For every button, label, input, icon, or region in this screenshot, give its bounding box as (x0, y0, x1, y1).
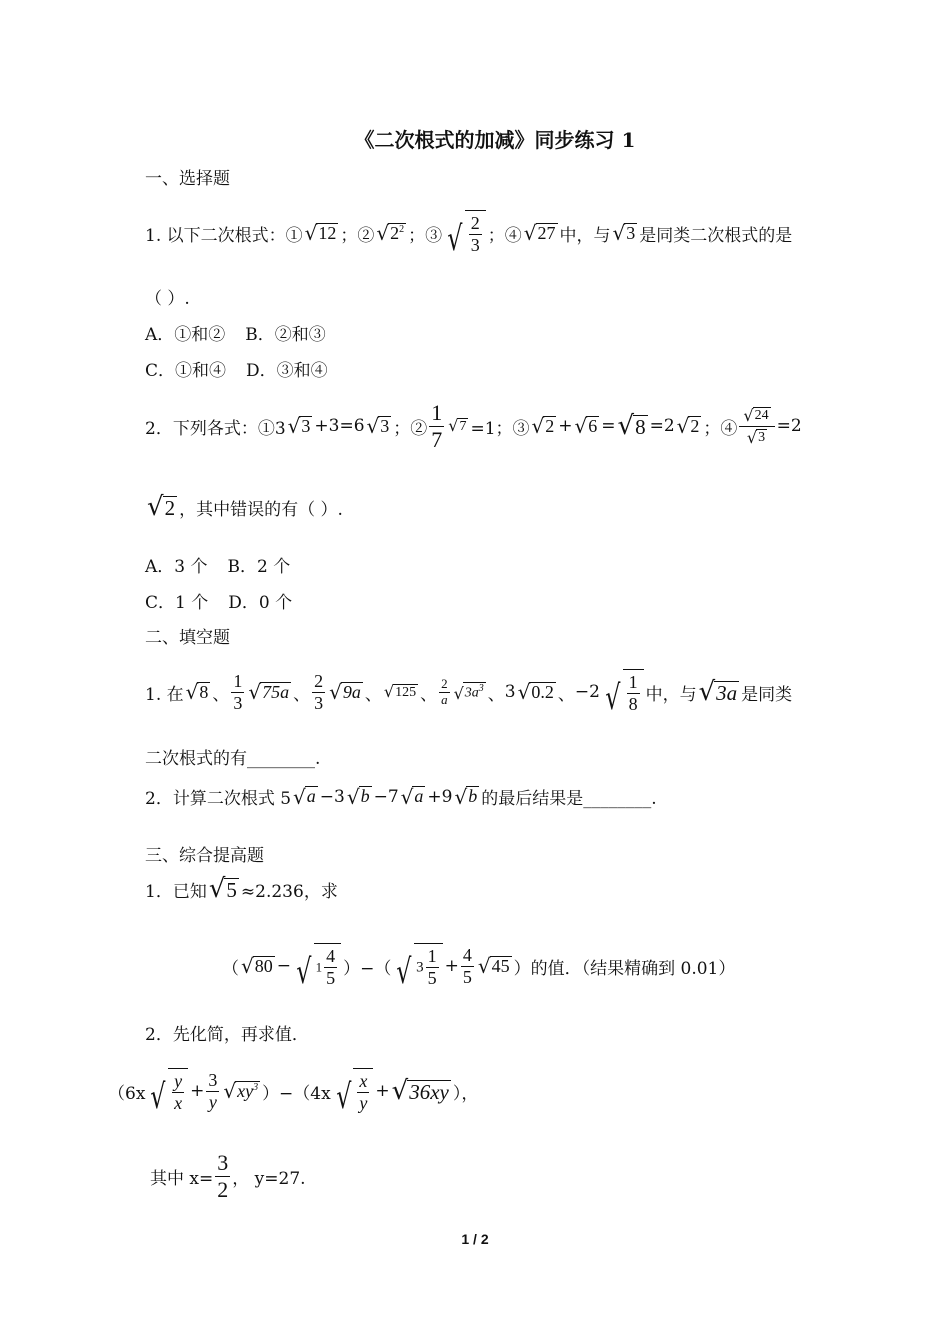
radical: √ 2 (676, 414, 700, 439)
radical: √ 3a (698, 677, 738, 707)
comprehensive-question-2-title: 2．先化简，再求值． (145, 1025, 309, 1045)
option-c: C．①和④ (145, 361, 227, 381)
fraction: $\frac{3}{y}$ (208, 1069, 218, 1112)
radical: √ 3 (612, 221, 636, 246)
radical: √ 36xy (391, 1076, 449, 1106)
fraction: $\frac{1}{7}$ (431, 400, 443, 452)
fraction: $\frac{2}{a}$ (441, 675, 448, 707)
section-heading-choice: 一、选择题 (145, 169, 230, 189)
radical: √ 80 (241, 954, 273, 979)
fraction-radicals: √ 24 √ 3 (739, 405, 774, 447)
radical: √ 8 (617, 411, 646, 441)
fraction: $\frac{3}{2}$ (217, 1150, 229, 1202)
radical: √ 3 (366, 414, 390, 439)
option-b: B．②和③ (245, 325, 326, 345)
radical: √ 3 (287, 414, 311, 439)
radical: √ $3a^3$ (453, 683, 484, 703)
radical: √ b (346, 784, 370, 809)
radical-mixed-number: √ 3 $\frac{1}{5}$ (393, 943, 442, 988)
radical: √ 75a (248, 680, 290, 705)
option-b: B．2 个 (227, 557, 291, 577)
option-d: D．0 个 (228, 593, 293, 613)
question-1-options-cd (145, 356, 328, 381)
given-values: 其中 x= $\frac{3}{2}$ ， y=27. (150, 1150, 306, 1202)
option-c: C．1 个 (145, 593, 209, 613)
radical-fraction: √ $\frac{x}{y}$ (333, 1068, 374, 1113)
page-title: 《二次根式的加减》同步练习 1 (354, 128, 636, 152)
fill-question-2: 2．计算二次根式 5 √ a −3 √ b −7 √ a +9 √ b 的最后结果是________. (145, 784, 657, 809)
question-2-options-ab (145, 552, 290, 577)
question-1: 1. 以下二次根式：① √ 12 ；② √ $2^2$ ；③ √ $\frac{2}{3}$ ；④ √ 27 中，与 √ 3 是同类二次根式的是 (145, 206, 792, 260)
radical: √ 27 (523, 221, 556, 246)
radical: √ 7 (448, 416, 467, 436)
radical: √ 2 (147, 492, 176, 522)
radical: √ 45 (477, 954, 510, 979)
fraction: $\frac{2}{3}$ (314, 670, 324, 713)
fill-question-1-line2: 二次根式的有________. (145, 749, 321, 769)
radical-fraction: √ $\frac{2}{3}$ (444, 210, 486, 255)
fraction: $\frac{4}{5}$ (462, 944, 472, 987)
option-a: A．3 个 (145, 557, 208, 577)
page-number: 1 / 2 (461, 1231, 489, 1247)
radical-fraction: √ $\frac{y}{x}$ (147, 1068, 188, 1113)
radical: √ 5 (208, 874, 237, 904)
option-d: D．③和④ (246, 361, 328, 381)
radical: √ 9a (329, 680, 361, 705)
radical: √ 0.2 (517, 680, 554, 705)
comprehensive-question-1-expression: （ √ 80 − √ 1 $\frac{4}{5}$ ）−（ √ 3 $\frac{1}{5}$ + $\frac{4}{5}$ √ 45 ）的值．（结果精确到 0.01） (222, 944, 736, 992)
radical-mixed-number: √ 1 $\frac{4}{5}$ (293, 943, 341, 988)
radical: √ 125 (383, 682, 417, 702)
question-2: 2．下列各式：①3 √ 3 +3=6 √ 3 ；② $\frac{1}{7}$ √ 7 =1；③ √ 2 + √ 6 = √ 8 =2 √ 2 ；④ √ 24 √ 3 =2 (145, 400, 802, 452)
question-2-tail: √ 2 ，其中错误的有（ ）. (147, 492, 343, 522)
radical: √ 8 (185, 680, 209, 705)
question-1-paren: （ ）. (145, 289, 190, 309)
section-heading-comprehensive: 三、综合提高题 (145, 846, 264, 866)
radical: √ a (293, 784, 316, 809)
section-heading-fill: 二、填空题 (145, 628, 230, 648)
fraction: $\frac{1}{3}$ (233, 670, 243, 713)
question-1-options-ab (145, 320, 326, 345)
comprehensive-question-2-expression: （6x √ $\frac{y}{x}$ + $\frac{3}{y}$ √ $xy^3$ ）−（4x √ $\frac{x}{y}$ + √ 36xy ）， (108, 1069, 479, 1117)
radical: √ 2 (531, 414, 555, 439)
option-a: A．①和② (145, 325, 226, 345)
radical: √ b (454, 784, 478, 809)
fill-question-1: 1. 在 √ 8 、 $\frac{1}{3}$ √ 75a 、 $\frac{2}{3}$ √ 9a 、 √ 125 、 $\frac{2}{a}$ √ $3a^3$ 、 3 √ 0.2 、 −2 √ $\frac{1}{8}$ 中，与 √ 3a 是同类 (145, 670, 793, 718)
radical: √ a (400, 784, 424, 809)
question-2-options-cd (145, 588, 292, 613)
radical: √ 12 (304, 221, 337, 246)
radical: √ 6 (574, 414, 598, 439)
radical-fraction: √ $\frac{1}{8}$ (602, 669, 644, 714)
comprehensive-question-1: 1．已知 √ 5 ≈2.236，求 (145, 874, 338, 904)
radical: √ $2^2$ (376, 221, 405, 246)
radical: √ $xy^3$ (223, 1079, 259, 1104)
